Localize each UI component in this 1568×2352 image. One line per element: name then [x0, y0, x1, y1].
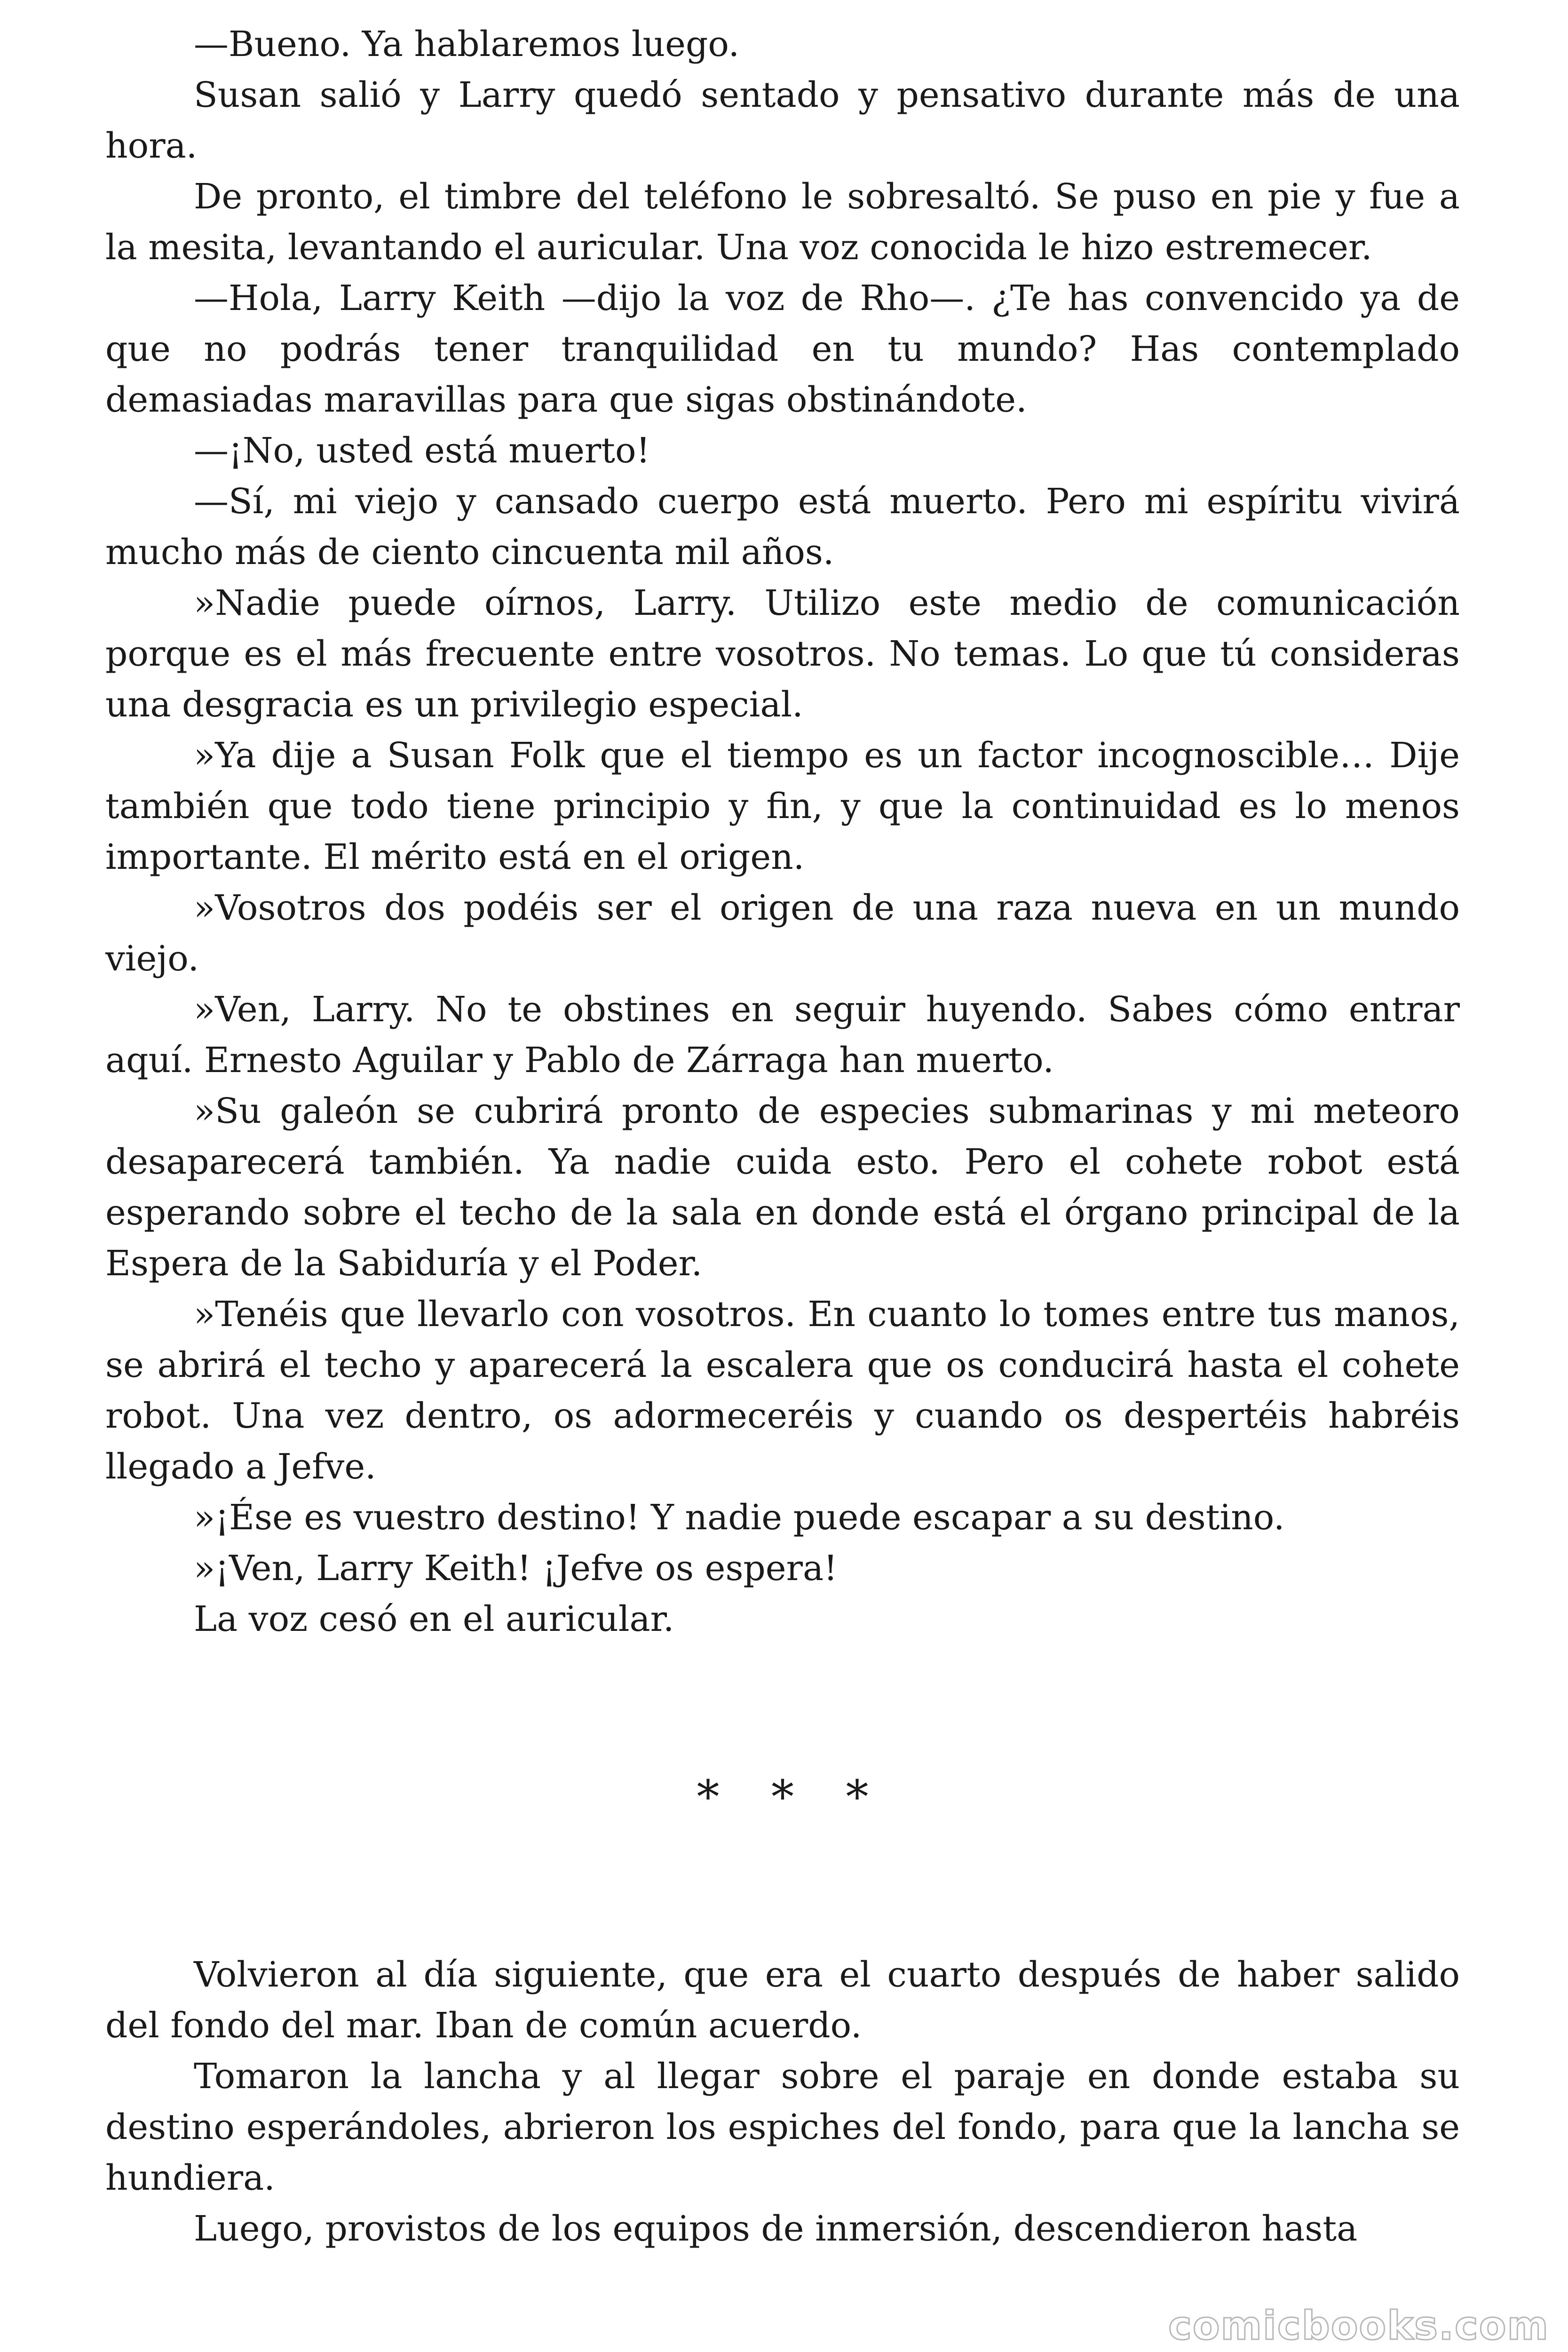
paragraph: —Hola, Larry Keith —dijo la voz de Rho—. ¿Te has convencido ya de que no podrás tener tranquilidad en tu mundo? Has contemplado demasiadas maravillas para que sigas obstinándote. — [105, 278, 1460, 420]
paragraph: »Tenéis que llevarlo con vosotros. En cuanto lo tomes entre tus manos, se abrirá el techo y aparecerá la escalera que os conducirá hasta el cohete robot. Una vez dentro, os adormeceréis y cuando os despertéis habréis llegado a Jefve. — [105, 1294, 1460, 1487]
paragraph: —¡No, usted está muerto! — [194, 430, 650, 471]
paragraph: »Ven, Larry. No te obstines en seguir huyendo. Sabes cómo entrar aquí. Ernesto Aguilar y Pablo de Zárraga han muerto. — [105, 989, 1460, 1081]
book-page — [105, 19, 1460, 2254]
paragraph: »Su galeón se cubrirá pronto de especies submarinas y mi meteoro desaparecerá también. Ya nadie cuida esto. Pero el cohete robot está esperando sobre el techo de la sala en donde está el órgano principal de la Espera de la Sabiduría y el Poder. — [105, 1091, 1460, 1284]
paragraph: »Vosotros dos podéis ser el origen de una raza nueva en un mundo viejo. — [105, 888, 1460, 979]
paragraph: Susan salió y Larry quedó sentado y pensativo durante más de una hora. — [105, 75, 1460, 166]
paragraph: »Nadie puede oírnos, Larry. Utilizo este medio de comunicación porque es el más frecuente entre vosotros. No temas. Lo que tú consideras una desgracia es un privilegio especial. — [105, 583, 1460, 725]
text-block-after — [105, 1949, 1460, 2254]
paragraph: —Sí, mi viejo y cansado cuerpo está muerto. Pero mi espíritu vivirá mucho más de ciento cincuenta mil años. — [105, 481, 1460, 572]
watermark-logo: comicbooks.com — [1168, 2303, 1549, 2349]
paragraph: »Ya dije a Susan Folk que el tiempo es un factor incognoscible… Dije también que todo tiene principio y fin, y que la continuidad es lo menos importante. El mérito está en el origen. — [105, 735, 1460, 877]
paragraph: Tomaron la lancha y al llegar sobre el paraje en donde estaba su destino esperándoles, abrieron los espiches del fondo, para que la lancha se hundiera. — [105, 2056, 1460, 2198]
paragraph: »¡Ése es vuestro destino! Y nadie puede escapar a su destino. — [194, 1497, 1285, 1538]
paragraph: De pronto, el timbre del teléfono le sobresaltó. Se puso en pie y fue a la mesita, levantando el auricular. Una voz conocida le hizo estremecer. — [105, 176, 1460, 268]
paragraph: »¡Ven, Larry Keith! ¡Jefve os espera! — [194, 1548, 838, 1589]
paragraph: —Bueno. Ya hablaremos luego. — [194, 24, 740, 64]
text-block-before — [105, 19, 1460, 1645]
paragraph: Volvieron al día siguiente, que era el cuarto después de haber salido del fondo del mar. Iban de común acuerdo. — [105, 1955, 1460, 2046]
paragraph: La voz cesó en el auricular. — [194, 1599, 674, 1639]
section-separator: * * * — [697, 1771, 887, 1823]
paragraph: Luego, provistos de los equipos de inmersión, descendieron hasta — [194, 2209, 1358, 2249]
